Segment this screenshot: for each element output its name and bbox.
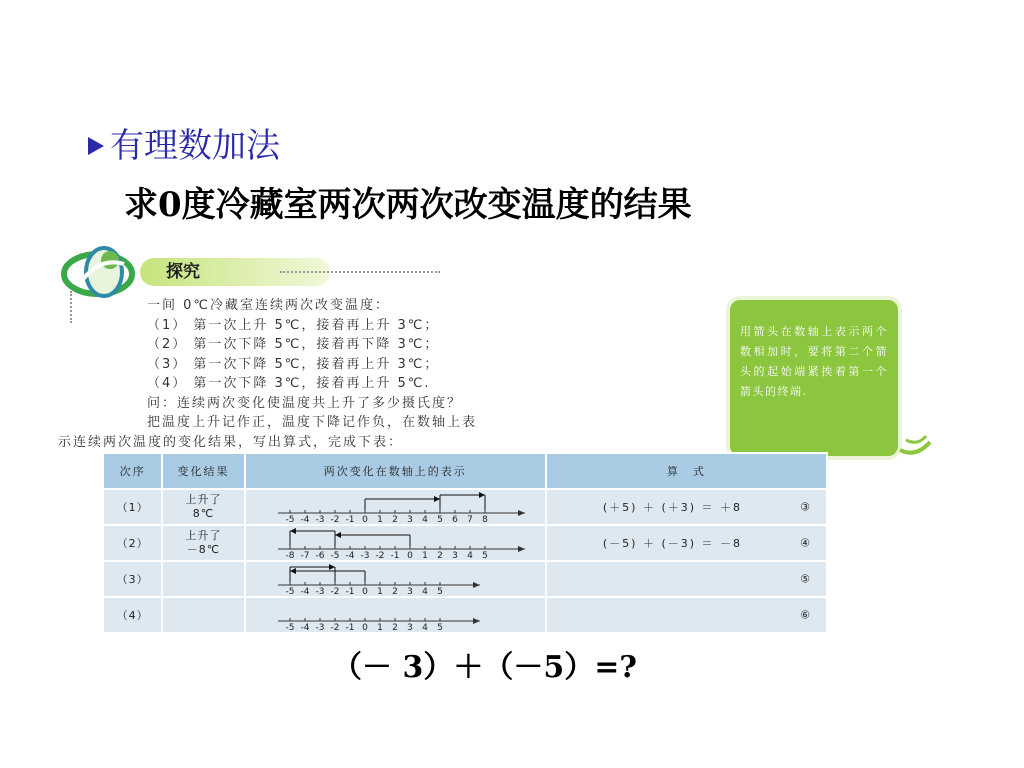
tick-label: 4 — [422, 515, 429, 523]
table-row — [103, 525, 827, 561]
move-arrowhead-icon — [434, 496, 440, 502]
tick-label: 5 — [437, 587, 444, 595]
textbook-excerpt — [58, 236, 938, 636]
tick-label: -3 — [360, 551, 370, 559]
row-result — [162, 561, 244, 597]
move-arrowhead-icon — [335, 532, 341, 538]
tick-label: -4 — [300, 623, 310, 631]
circled-number: ④ — [800, 536, 810, 550]
problem-line: （2） 第一次下降 5℃，接着再下降 3℃； — [147, 337, 440, 352]
tick-label: 5 — [482, 551, 489, 559]
tick-label: 3 — [407, 587, 414, 595]
row-number-line — [245, 489, 546, 525]
row-expression — [546, 561, 827, 597]
axis-arrow-icon — [473, 618, 480, 624]
move-arrowhead-icon — [290, 568, 296, 574]
slide-title-text: 有理数加法 — [110, 126, 280, 166]
row-order: （1） — [103, 489, 162, 525]
slide-subtitle: 求0度冷藏室两次两次改变温度的结果 — [124, 185, 692, 225]
circled-number: ⑥ — [800, 608, 810, 622]
tick-label: -3 — [315, 515, 325, 523]
table-row — [103, 561, 827, 597]
tick-label: 8 — [482, 515, 489, 523]
row-number-line — [245, 597, 546, 633]
row-expression — [546, 525, 827, 561]
tick-label: 5 — [437, 623, 444, 631]
tick-label: -4 — [300, 587, 310, 595]
tick-label: -2 — [330, 515, 340, 523]
tick-label: 7 — [467, 515, 474, 523]
axis-arrow-icon — [473, 582, 480, 588]
tick-label: 4 — [422, 623, 429, 631]
header-expression: 算 式 — [546, 453, 827, 489]
tick-label: 2 — [392, 515, 399, 523]
tick-label: -1 — [345, 515, 355, 523]
tick-label: -7 — [300, 551, 310, 559]
problem-text — [58, 296, 662, 452]
row-order: （4） — [103, 597, 162, 633]
table-row — [103, 489, 827, 525]
result-line: 上升了 — [185, 529, 222, 542]
move-arrowhead-icon — [479, 492, 485, 498]
result-line: －8℃ — [186, 543, 221, 556]
tick-label: 2 — [392, 587, 399, 595]
row-number-line — [245, 561, 546, 597]
axis-arrow-icon — [518, 510, 525, 516]
tick-label: -4 — [300, 515, 310, 523]
hint-text: 用箭头在数轴上表示两个数相加时，要将第二个箭头的起始端紧挨着第一个箭头的终端. — [740, 325, 888, 398]
tick-label: -3 — [315, 623, 325, 631]
row-expression — [546, 597, 827, 633]
slide-title — [88, 126, 280, 166]
row-order: （2） — [103, 525, 162, 561]
number-line — [260, 491, 530, 523]
expression-text: (－5) ＋ (－3) ＝ －8 — [602, 537, 743, 550]
circled-number: ⑤ — [800, 572, 810, 586]
circled-number: ③ — [800, 500, 810, 514]
table-header-row — [103, 453, 827, 489]
tick-label: -5 — [285, 515, 295, 523]
problem-line: （3） 第一次下降 5℃，接着再上升 3℃； — [147, 356, 440, 372]
row-number-line — [245, 525, 546, 561]
tick-label: 0 — [362, 515, 369, 523]
number-line — [260, 527, 530, 559]
tick-label: -1 — [390, 551, 400, 559]
tick-label: 6 — [452, 515, 459, 523]
number-line — [260, 599, 530, 631]
result-line: 8℃ — [192, 507, 215, 520]
tick-label: -5 — [285, 623, 295, 631]
row-result — [162, 597, 244, 633]
tick-label: 3 — [452, 551, 459, 559]
tick-label: -8 — [285, 551, 295, 559]
tag-label: 探究 — [166, 262, 200, 282]
header-order: 次序 — [103, 453, 162, 489]
problem-line: （4） 第一次下降 3℃，接着再上升 5℃. — [147, 376, 431, 391]
tick-label: -1 — [345, 587, 355, 595]
tick-label: -5 — [330, 551, 340, 559]
hint-bubble — [726, 296, 902, 460]
tick-label: 1 — [377, 623, 384, 631]
triangle-bullet-icon — [88, 137, 104, 155]
tick-label: 3 — [407, 515, 414, 523]
results-table — [102, 452, 828, 634]
table-row — [103, 597, 827, 633]
tick-label: 2 — [392, 623, 399, 631]
tick-label: 0 — [407, 551, 414, 559]
row-result — [162, 525, 244, 561]
expression-text: (＋5) ＋ (＋3) ＝ ＋8 — [602, 501, 743, 514]
tick-label: 3 — [407, 623, 414, 631]
dotted-side-line — [70, 291, 72, 323]
tick-label: 0 — [362, 587, 369, 595]
row-expression — [546, 489, 827, 525]
tick-label: 5 — [437, 515, 444, 523]
problem-line: 一间 0℃冷藏室连续两次改变温度： — [147, 298, 391, 313]
tick-label: -1 — [345, 623, 355, 631]
header-result: 变化结果 — [162, 453, 244, 489]
number-line — [260, 563, 530, 595]
tick-label: -2 — [330, 623, 340, 631]
tick-label: 1 — [377, 515, 384, 523]
move-arrowhead-icon — [290, 528, 296, 534]
move-arrowhead-icon — [329, 564, 335, 570]
tick-label: -4 — [345, 551, 355, 559]
axis-arrow-icon — [518, 546, 525, 552]
tick-label: 1 — [377, 587, 384, 595]
tick-label: -6 — [315, 551, 325, 559]
row-result — [162, 489, 244, 525]
tick-label: -3 — [315, 587, 325, 595]
tick-label: 0 — [362, 623, 369, 631]
tick-label: -2 — [330, 587, 340, 595]
header-number-line: 两次变化在数轴上的表示 — [245, 453, 546, 489]
tick-label: -2 — [375, 551, 385, 559]
tick-label: -5 — [285, 587, 295, 595]
tick-label: 2 — [437, 551, 444, 559]
row-order: （3） — [103, 561, 162, 597]
addition-question: （－ 3）＋（－5）=? — [332, 650, 637, 685]
problem-line: （1） 第一次上升 5℃，接着再上升 3℃； — [147, 317, 440, 333]
tick-label: 4 — [422, 587, 429, 595]
speech-tail-icon — [896, 432, 936, 460]
tick-label: 1 — [422, 551, 429, 559]
problem-line: 问：连续两次变化使温度共上升了多少摄氏度？ — [147, 395, 463, 411]
result-line: 上升了 — [185, 493, 222, 506]
dotted-divider — [280, 271, 440, 273]
problem-line: 把温度上升记作正，温度下降记作负，在数轴上表 — [147, 415, 478, 430]
problem-line: 示连续两次温度的变化结果，写出算式，完成下表： — [58, 434, 404, 450]
tick-label: 4 — [467, 551, 474, 559]
